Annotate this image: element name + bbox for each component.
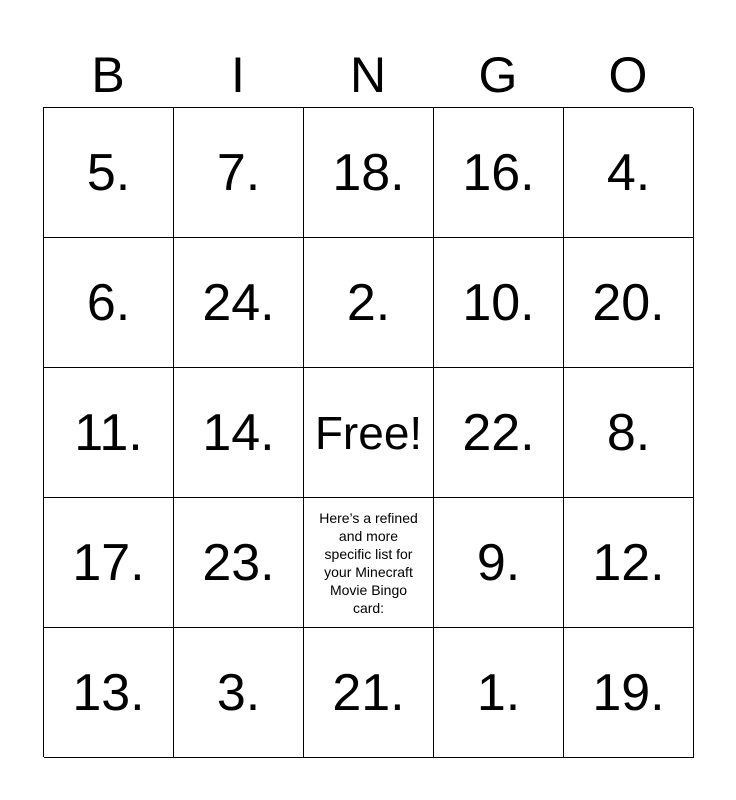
bingo-cell: 23. [174,498,304,628]
free-space-cell: Free! [304,368,434,498]
bingo-cell: 10. [434,238,564,368]
bingo-cell: 4. [564,108,694,238]
bingo-cell: 19. [564,628,694,758]
bingo-cell: 18. [304,108,434,238]
bingo-cell: 17. [44,498,174,628]
bingo-grid [43,107,693,757]
bingo-cell: 8. [564,368,694,498]
header-letter-g: G [478,47,518,103]
bingo-cell: 12. [564,498,694,628]
bingo-cell: 14. [174,368,304,498]
bingo-cell: 21. [304,628,434,758]
bingo-cell: 22. [434,368,564,498]
bingo-cell: 16. [434,108,564,238]
bingo-cell: 24. [174,238,304,368]
bingo-cell: 11. [44,368,174,498]
bingo-cell: 7. [174,108,304,238]
header-letter-o: O [608,47,648,103]
bingo-cell: 20. [564,238,694,368]
bingo-cell: 9. [434,498,564,628]
header-letter-n: N [349,47,387,103]
bingo-header [43,44,693,106]
bingo-cell: 1. [434,628,564,758]
bingo-cell: 2. [304,238,434,368]
header-letter-i: I [231,47,245,103]
bingo-cell-text: Here’s a refined and more specific list for your Minecraft Movie Bingo card: [304,498,434,628]
bingo-cell: 13. [44,628,174,758]
bingo-cell: 5. [44,108,174,238]
bingo-cell: 6. [44,238,174,368]
header-letter-b: B [91,47,125,103]
bingo-cell: 3. [174,628,304,758]
